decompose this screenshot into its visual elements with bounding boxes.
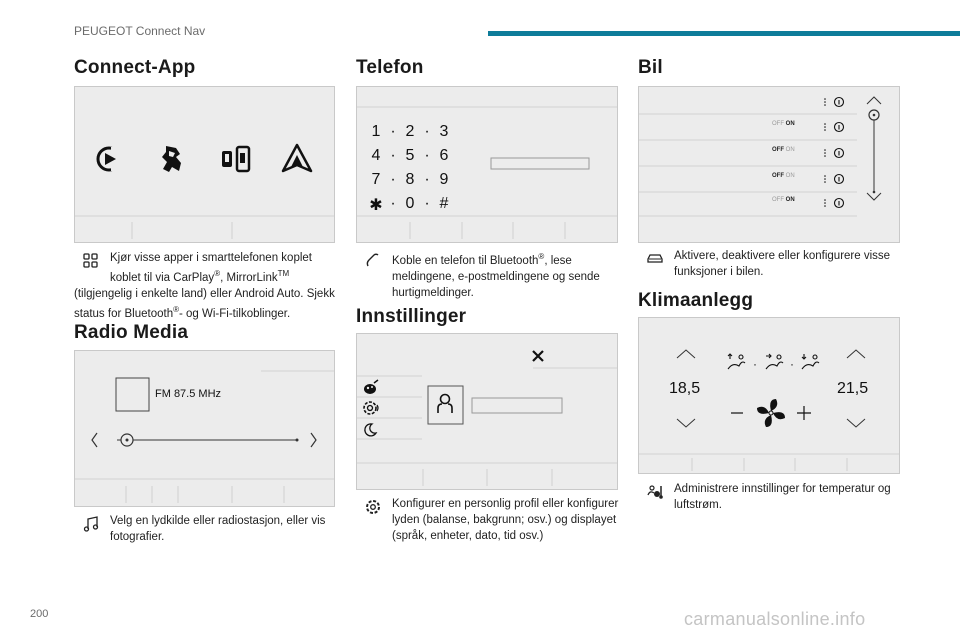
keypad-separator: · (390, 195, 396, 212)
radio-media-description: Velg en lydkilde eller radiostasjon, eller vis fotografier. (74, 513, 344, 545)
innstillinger-description: Konfigurer en personlig profil eller konfigurer lyden (balanse, bakgrunn; osv.) og displayet (språk, enheter, dato, tid osv.) (356, 496, 621, 544)
keypad-separator: · (390, 147, 396, 164)
keypad-separator: · (424, 195, 430, 212)
palette-icon (364, 380, 378, 394)
keypad-key[interactable]: 7 (371, 171, 381, 188)
page-number: 200 (30, 608, 49, 620)
keypad-separator: · (390, 171, 396, 188)
keypad-separator: · (424, 123, 430, 140)
scroll-up-icon (867, 97, 881, 104)
bil-row-icons (824, 149, 843, 158)
section-title-klimaanlegg: Klimaanlegg (638, 290, 754, 311)
phone-handset-icon (364, 251, 382, 269)
scroll-down-icon (867, 193, 881, 200)
close-icon (533, 351, 543, 361)
watermark: carmanualsonline.info (684, 609, 866, 629)
keypad-separator: · (424, 171, 430, 188)
phone-keypad (369, 123, 455, 215)
keypad-key[interactable]: 3 (439, 123, 449, 140)
carplay-icon (98, 147, 125, 171)
airflow-upper-icon (728, 354, 745, 369)
radio-media-screen (74, 350, 335, 507)
sound-settings-icon (364, 402, 378, 414)
keypad-key[interactable]: # (439, 195, 449, 212)
bil-row-icons (824, 123, 843, 132)
klimaanlegg-screen (638, 317, 900, 474)
temp-right-down-icon (847, 419, 865, 427)
prev-chevron-icon (92, 433, 97, 447)
climate-icon (646, 483, 664, 501)
keypad-key[interactable]: ✱ (369, 197, 383, 214)
toggle-row-4[interactable]: OFF ON (772, 197, 795, 203)
connect-app-screen (74, 86, 335, 243)
svg-text:·: · (790, 357, 794, 371)
keypad-key[interactable]: 0 (405, 195, 415, 212)
peugeot-lion-icon (162, 146, 181, 172)
keypad-separator: · (390, 123, 396, 140)
mirrorlink-icon (222, 147, 249, 171)
innstillinger-screen (356, 333, 618, 490)
bil-row-icons (824, 98, 843, 107)
bil-screen (638, 86, 900, 243)
keypad-key[interactable]: 1 (371, 123, 381, 140)
moon-icon (365, 424, 376, 436)
bil-row-icons (824, 175, 843, 184)
toggle-row-1[interactable]: OFF ON (772, 121, 795, 127)
settings-gear-icon (364, 498, 382, 516)
fan-plus-icon (797, 406, 811, 420)
header-accent-bar (488, 31, 960, 36)
keypad-key[interactable]: 6 (439, 147, 449, 164)
keypad-key[interactable]: 4 (371, 147, 381, 164)
music-note-icon (82, 515, 100, 533)
telefon-screen (356, 86, 618, 243)
section-title-connect-app: Connect-App (74, 57, 196, 78)
section-title-bil: Bil (638, 57, 663, 78)
telefon-description: Koble en telefon til Bluetooth®, lese meldingene, e-postmeldingene og sende hurtigmeldinger. (356, 249, 621, 301)
bil-row-icons (824, 199, 843, 208)
temp-right-value: 21,5 (837, 380, 869, 397)
temp-left-value: 18,5 (669, 380, 701, 397)
toggle-row-3[interactable]: OFF ON (772, 173, 795, 179)
keypad-key[interactable]: 5 (405, 147, 415, 164)
temp-left-down-icon (677, 419, 695, 427)
radio-frequency-label: FM 87.5 MHz (155, 388, 222, 400)
running-header: PEUGEOT Connect Nav (74, 24, 206, 38)
toggle-row-2[interactable]: OFF ON (772, 147, 795, 153)
svg-text:·: · (753, 357, 757, 371)
klimaanlegg-description: Administrere innstillinger for temperatur og luftstrøm. (638, 481, 903, 513)
keypad-key[interactable]: 8 (405, 171, 415, 188)
next-chevron-icon (311, 433, 316, 447)
airflow-lower-icon (802, 354, 819, 369)
car-icon (646, 250, 664, 268)
section-title-innstillinger: Innstillinger (356, 306, 467, 327)
connect-app-description: Kjør visse apper i smarttelefonen koplet koblet til via CarPlay®, MirrorLink™ (tilgjengelig i enkelte land) eller Android Auto. Sjekk status for Bluetooth®- og Wi-Fi-tilkoblinger. (74, 252, 335, 320)
fan-icon (757, 399, 785, 427)
temp-right-up-icon (847, 350, 865, 358)
keypad-key[interactable]: 2 (405, 123, 415, 140)
android-auto-icon (283, 145, 311, 171)
bil-description: Aktivere, deaktivere eller konfigurere visse funksjoner i bilen. (638, 248, 903, 280)
airflow-middle-icon (766, 354, 783, 369)
section-title-telefon: Telefon (356, 57, 424, 78)
temp-left-up-icon (677, 350, 695, 358)
section-title-radio-media: Radio Media (74, 322, 189, 343)
apps-grid-icon (82, 252, 100, 270)
keypad-separator: · (424, 147, 430, 164)
keypad-key[interactable]: 9 (439, 171, 449, 188)
